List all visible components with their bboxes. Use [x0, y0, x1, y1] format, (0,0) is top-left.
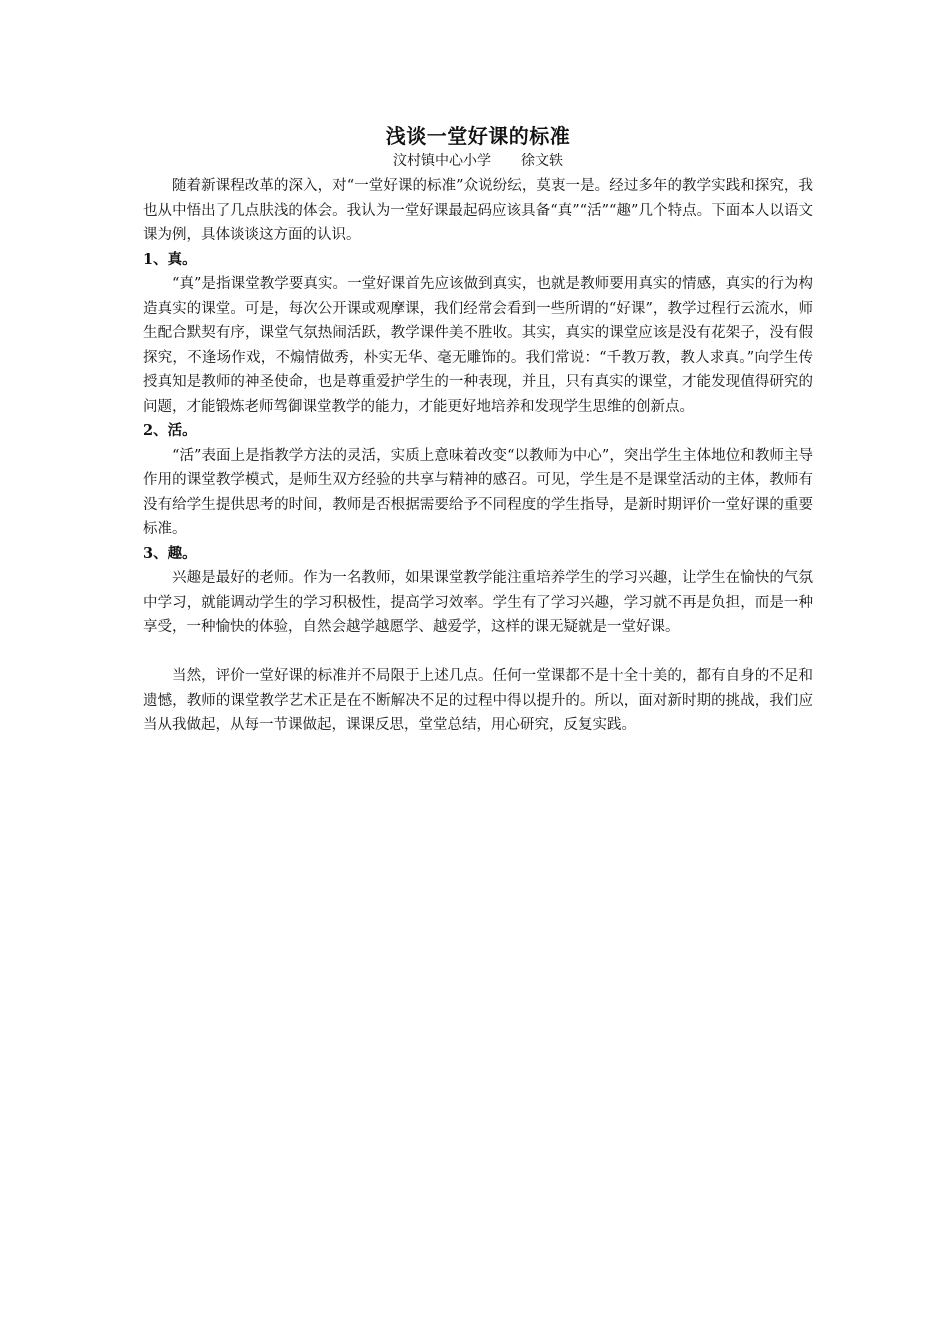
section-heading-qu: 3、趣。 [143, 544, 197, 562]
school-name: 汶村镇中心小学 [393, 153, 491, 169]
intro-paragraph: 随着新课程改革的深入，对“一堂好课的标准”众说纷纭，莫衷一是。经过多年的教学实践和探究，我也从中悟出了几点肤浅的体会。我认为一堂好课最起码应该具备“真”“活”“趣”几个特点。下面本人以语文课为例，具体谈谈这方面的认识。 [143, 178, 813, 243]
conclusion-paragraph: 当然，评价一堂好课的标准并不局限于上述几点。任何一堂课都不是十全十美的，都有自身的不足和遗憾，教师的课堂教学艺术正是在不断解决不足的过程中得以提升的。所以，面对新时期的挑战，我们应当从我做起，从每一节课做起，课课反思，堂堂总结，用心研究，反复实践。 [143, 668, 813, 733]
section-heading-huo: 2、活。 [143, 422, 197, 439]
section-body-zhen: “真”是指课堂教学要真实。一堂好课首先应该做到真实，也就是教师要用真实的情感，真实的行为构造真实的课堂。可是，每次公开课或观摩课，我们经常会看到一些所谓的“好课”，教学过程行云流水，师生配合默契有序，课堂气氛热闹活跃，教学课件美不胜收。其实，真实的课堂应该是没有花架子，没有假探究，不逢场作戏，不煽情做秀，朴实无华、毫无雕饰的。我们常说：“千教万教，教人求真。”向学生传授真知是教师的神圣使命，也是尊重爱护学生的一种表现，并且，只有真实的课堂，才能发现值得研究的问题，才能锻炼老师驾御课堂教学的能力，才能更好地培养和发现学生思维的创新点。 [143, 276, 813, 415]
document-body [143, 122, 813, 738]
section-body-huo: “活”表面上是指教学方法的灵活，实质上意味着改变“以教师为中心”，突出学生主体地位和教师主导作用的课堂教学模式，是师生双方经验的共享与精神的感召。可见，学生是不是课堂活动的主体，教师有没有给学生提供思考的时间，教师是否根据需要给予不同程度的学生指导，是新时期评价一堂好课的重要标准。 [143, 447, 813, 537]
byline [143, 150, 813, 172]
section-body-qu: 兴趣是最好的老师。作为一名教师，如果课堂教学能注重培养学生的学习兴趣，让学生在愉快的气氛中学习，就能调动学生的学习积极性，提高学习效率。学生有了学习兴趣，学习就不再是负担，而是一种享受，一种愉快的体验，自然会越学越愿学、越爱学，这样的课无疑就是一堂好课。 [143, 570, 813, 635]
section-heading-zhen: 1、真。 [143, 250, 197, 268]
document-title: 浅谈一堂好课的标准 [385, 124, 571, 148]
paragraph-spacer [143, 640, 813, 665]
author-name: 徐文轶 [521, 153, 563, 169]
